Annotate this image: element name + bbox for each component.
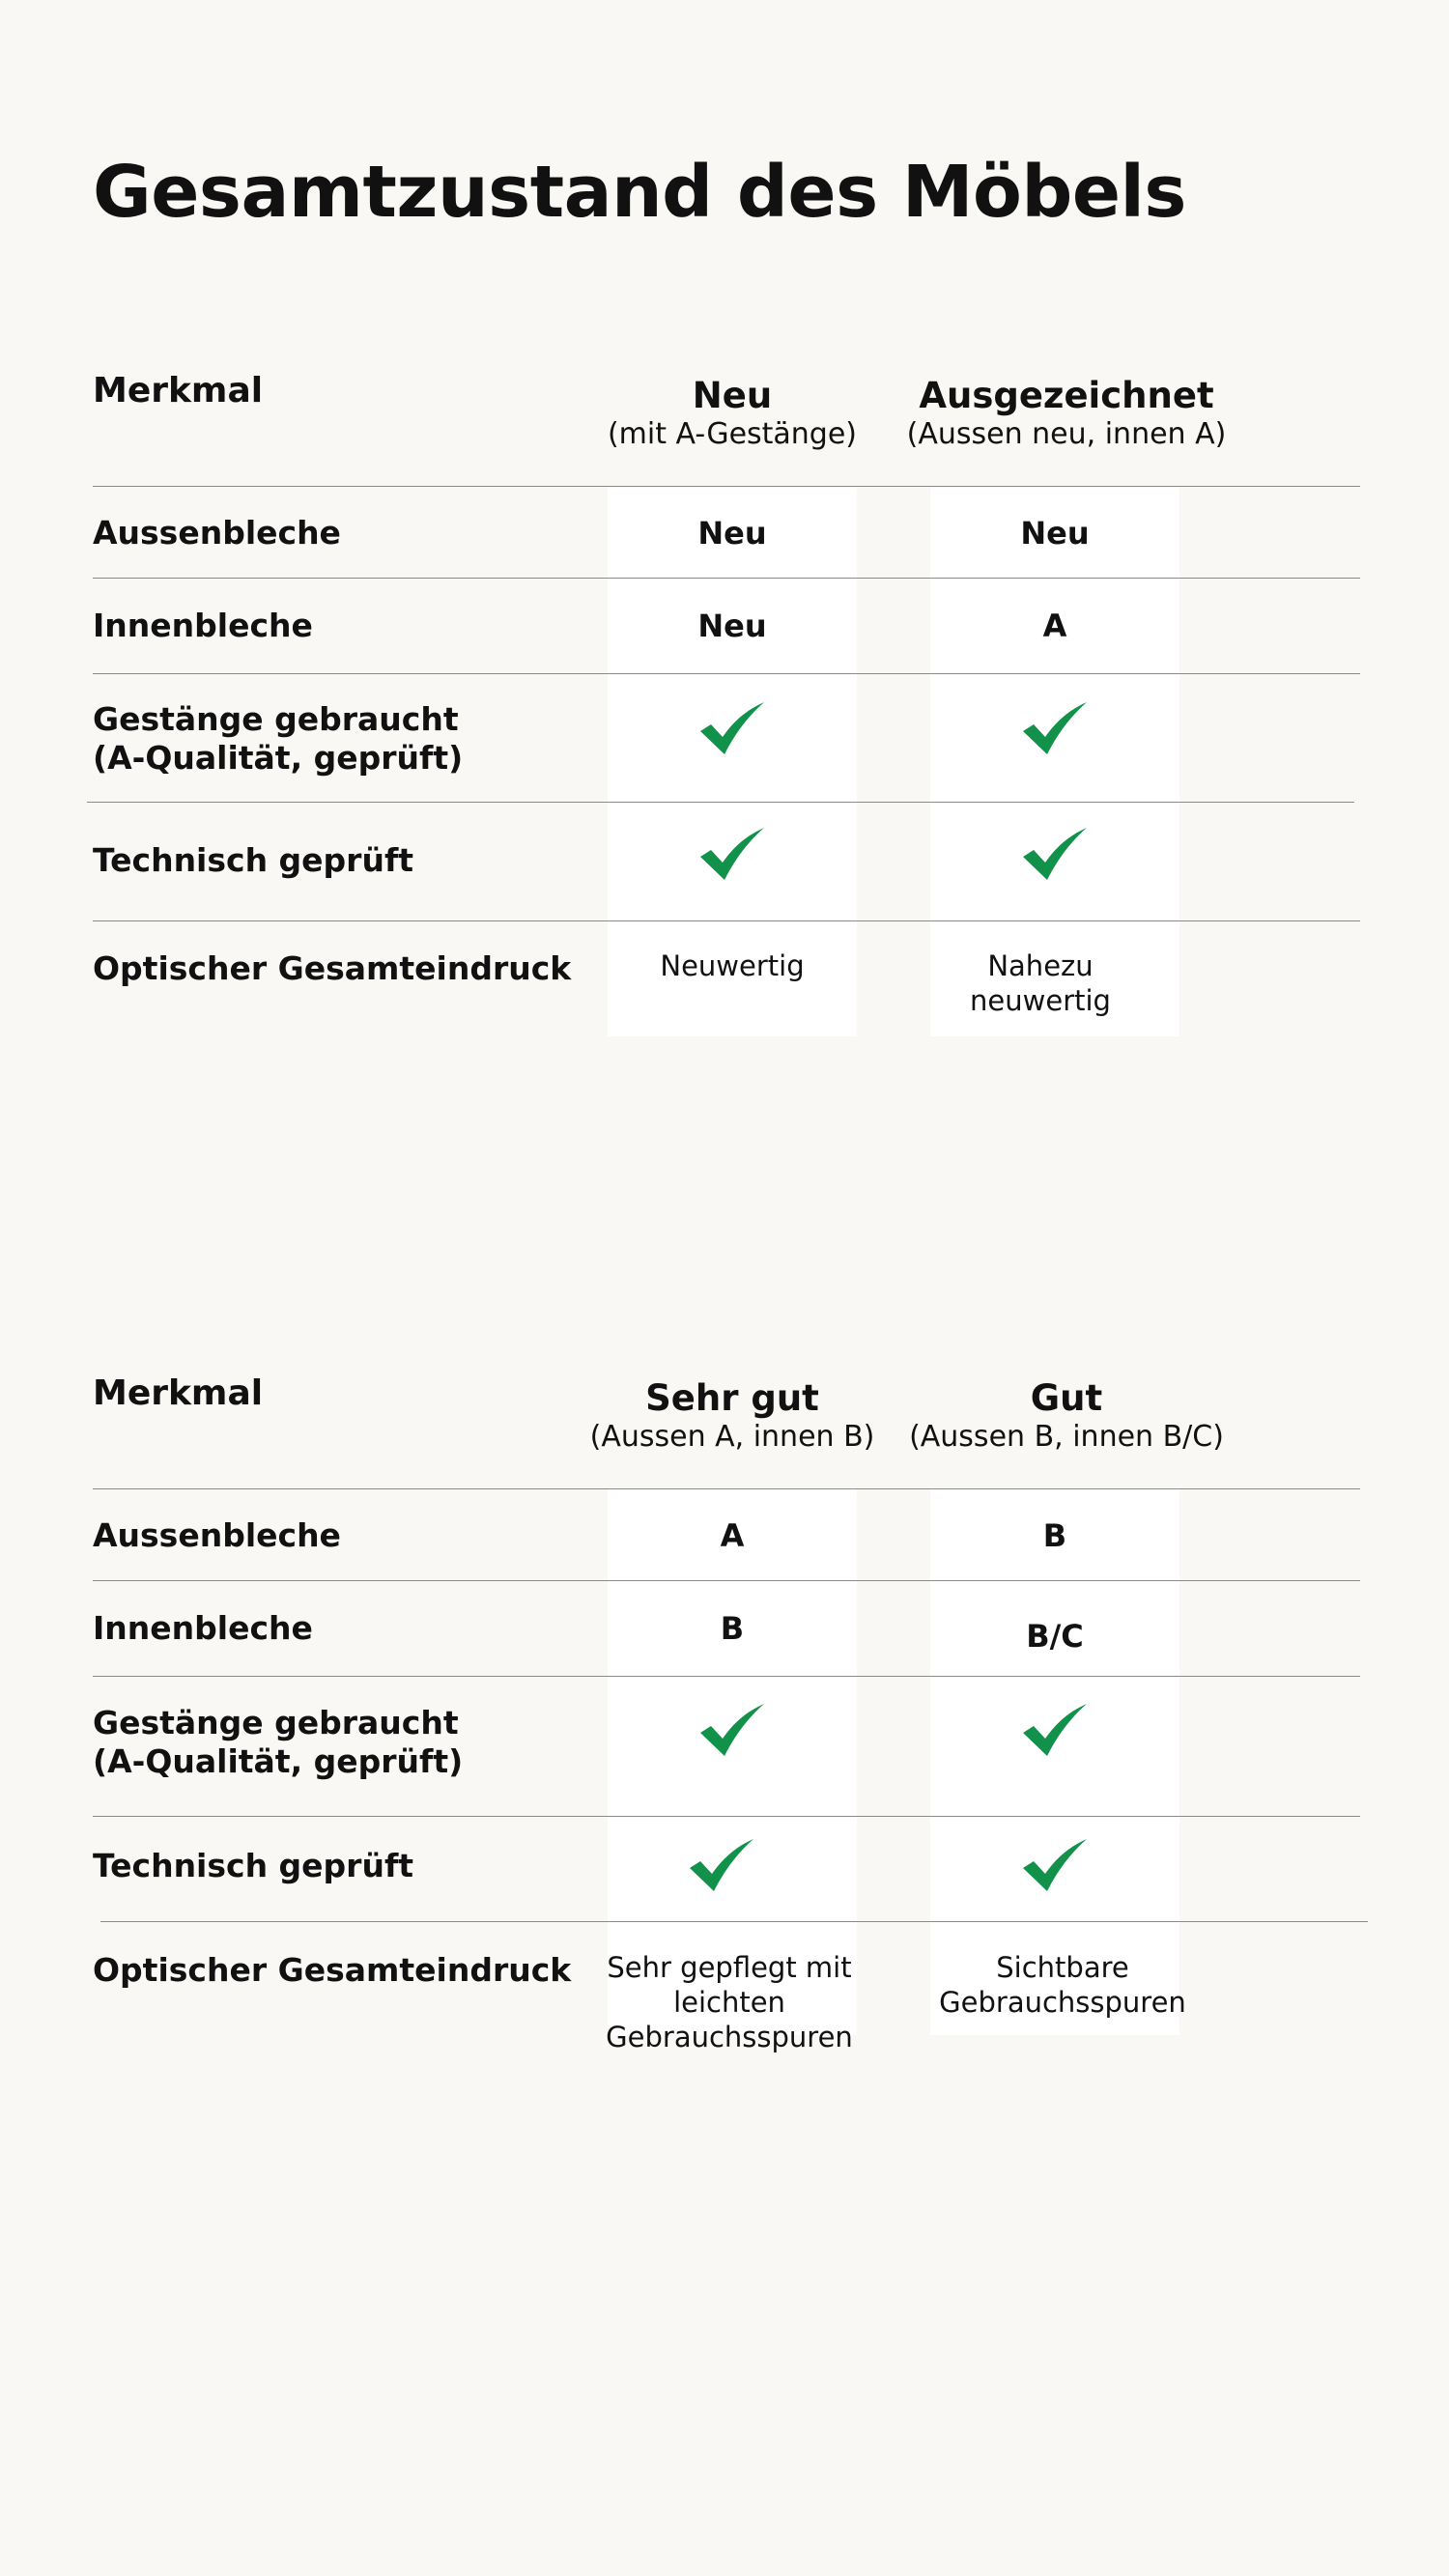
row-divider bbox=[93, 920, 1360, 921]
cell-text: Sehr gepflegt mit leichten Gebrauchsspuren bbox=[606, 1951, 853, 2053]
row-label: Optischer Gesamteindruck bbox=[93, 949, 572, 987]
column-subtitle: (Aussen neu, innen A) bbox=[906, 417, 1227, 451]
cell-text: Sichtbare Gebrauchsspuren bbox=[939, 1951, 1186, 2019]
row-divider bbox=[87, 802, 1354, 803]
column-header-neu bbox=[568, 376, 896, 453]
row-label: Technisch geprüft bbox=[93, 1847, 414, 1884]
column-title: Neu bbox=[692, 375, 773, 416]
row-label: Aussenbleche bbox=[93, 1516, 341, 1554]
row-label: Aussenbleche bbox=[93, 514, 341, 552]
check-icon bbox=[608, 828, 857, 888]
column-title: Ausgezeichnet bbox=[919, 375, 1214, 416]
row-label: Technisch geprüft bbox=[93, 841, 414, 879]
row-divider bbox=[93, 1816, 1360, 1817]
row-divider bbox=[93, 1676, 1360, 1677]
row-divider bbox=[93, 1488, 1360, 1489]
row-divider bbox=[93, 673, 1360, 674]
column-title: Sehr gut bbox=[645, 1377, 819, 1419]
row-divider bbox=[93, 486, 1360, 487]
check-icon bbox=[930, 1839, 1179, 1899]
row-divider bbox=[100, 1921, 1368, 1922]
cell-value: Neu bbox=[697, 515, 767, 552]
cell-text: Neuwertig bbox=[660, 949, 805, 982]
row-divider bbox=[93, 1580, 1360, 1581]
cell-value: A bbox=[720, 1517, 745, 1554]
row-label bbox=[93, 700, 463, 778]
column-title: Gut bbox=[1030, 1377, 1103, 1419]
check-icon bbox=[930, 1704, 1179, 1764]
row-label: Optischer Gesamteindruck bbox=[93, 1951, 572, 1989]
row-label-line: Gestänge gebraucht bbox=[93, 700, 459, 738]
cell-text: Nahezu neuwertig bbox=[970, 949, 1111, 1017]
row-label-line: (A-Qualität, geprüft) bbox=[93, 1742, 464, 1780]
column-header-gut bbox=[902, 1378, 1231, 1456]
cell-value: B/C bbox=[1026, 1618, 1084, 1655]
check-icon bbox=[597, 1839, 846, 1899]
cell-value: B bbox=[720, 1610, 745, 1647]
check-icon bbox=[608, 702, 857, 762]
check-icon bbox=[930, 702, 1179, 762]
row-divider bbox=[93, 578, 1360, 579]
row-label bbox=[93, 1704, 463, 1781]
cell-value: Neu bbox=[697, 608, 767, 644]
check-icon bbox=[930, 828, 1179, 888]
cell-value: Neu bbox=[1020, 515, 1090, 552]
cell-value: B bbox=[1042, 1517, 1067, 1554]
header-label: Merkmal bbox=[93, 1373, 264, 1413]
header-label: Merkmal bbox=[93, 371, 264, 410]
row-label: Innenbleche bbox=[93, 607, 313, 644]
column-subtitle: (Aussen B, innen B/C) bbox=[909, 1420, 1224, 1454]
check-icon bbox=[608, 1704, 857, 1764]
column-header-ausgezeichnet bbox=[902, 376, 1231, 453]
row-label-line: Gestänge gebraucht bbox=[93, 1704, 459, 1741]
row-label: Innenbleche bbox=[93, 1609, 313, 1647]
row-label-line: (A-Qualität, geprüft) bbox=[93, 739, 464, 777]
column-subtitle: (mit A-Gestänge) bbox=[607, 417, 858, 451]
column-header-sehr-gut bbox=[568, 1378, 896, 1456]
cell-value: A bbox=[1042, 608, 1067, 644]
page-title: Gesamtzustand des Möbels bbox=[93, 151, 1186, 234]
column-subtitle: (Aussen A, innen B) bbox=[589, 1420, 875, 1454]
